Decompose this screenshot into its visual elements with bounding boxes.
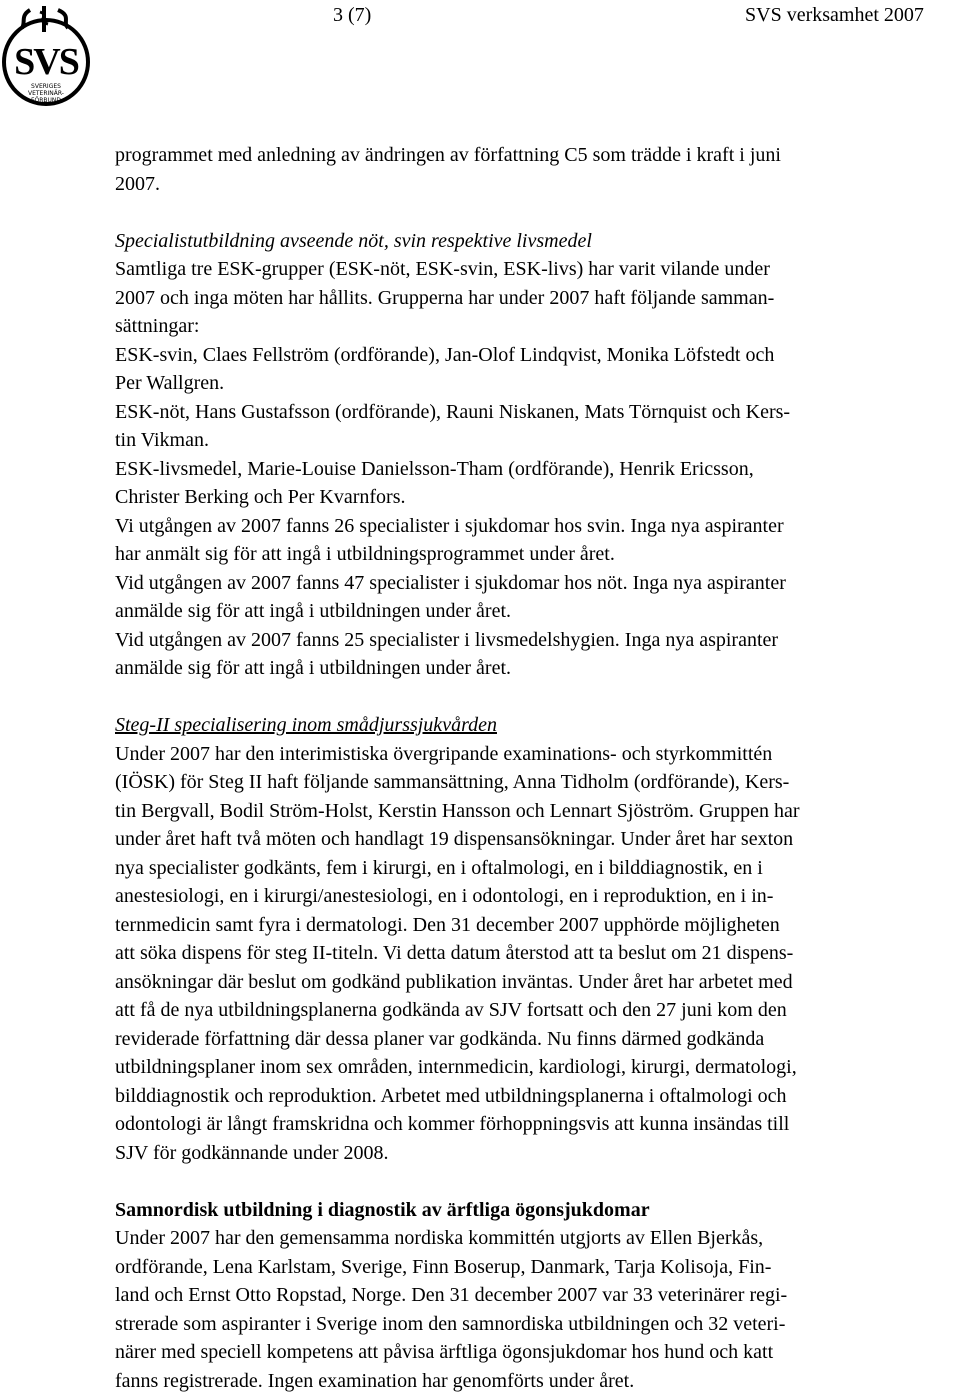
document-title: SVS verksamhet 2007 [745, 2, 924, 28]
svg-text:SVS: SVS [14, 41, 79, 83]
body-line: sättningar: [115, 312, 955, 341]
body-line: utbildningsplaner inom sex områden, internmedicin, kardiologi, kirurgi, dermatologi, [115, 1053, 955, 1082]
body-line: Christer Berking och Per Kvarnfors. [115, 483, 955, 512]
page-number: 3 (7) [333, 2, 371, 28]
body-line: Vid utgången av 2007 fanns 47 specialister i sjukdomar hos nöt. Inga nya aspiranter [115, 569, 955, 598]
paragraph-gap [115, 1167, 955, 1196]
body-line: ESK-nöt, Hans Gustafsson (ordförande), Rauni Niskanen, Mats Törnquist och Kers- [115, 398, 955, 427]
body-line: att söka dispens för steg II-titeln. Vi detta datum återstod att ta beslut om 21 dispens- [115, 939, 955, 968]
paragraph-gap [115, 198, 955, 227]
paragraph-gap [115, 683, 955, 712]
body-line: tin Vikman. [115, 426, 955, 455]
svs-logo [0, 2, 92, 120]
body-line: anmälde sig för att ingå i utbildningen under året. [115, 654, 955, 683]
body-line: Vi utgången av 2007 fanns 26 specialister i sjukdomar hos svin. Inga nya aspiranter [115, 512, 955, 541]
body-line: ansökningar där beslut om godkänd publikation inväntas. Under året har arbetet med [115, 968, 955, 997]
body-line: reviderade författning där dessa planer var godkända. Nu finns därmed godkända [115, 1025, 955, 1054]
document-body [115, 141, 955, 1395]
body-line: ternmedicin samt fyra i dermatologi. Den 31 december 2007 upphörde möjligheten [115, 911, 955, 940]
body-line: odontologi är långt framskridna och kommer förhoppningsvis att kunna insändas till [115, 1110, 955, 1139]
body-line: ordförande, Lena Karlstam, Sverige, Finn Boserup, Danmark, Tarja Kolisoja, Fin- [115, 1253, 955, 1282]
section-heading-esk: Specialistutbildning avseende nöt, svin respektive livsmedel [115, 227, 955, 256]
svg-text:VETERINÄR-: VETERINÄR- [28, 90, 64, 97]
body-line: Samtliga tre ESK-grupper (ESK-nöt, ESK-svin, ESK-livs) har varit vilande under [115, 255, 955, 284]
body-line: programmet med anledning av ändringen av författning C5 som trädde i kraft i juni [115, 141, 955, 170]
svg-text:SVERIGES: SVERIGES [31, 83, 61, 90]
body-line: SJV för godkännande under 2008. [115, 1139, 955, 1168]
body-line: tin Bergvall, Bodil Ström-Holst, Kerstin Hansson och Lennart Sjöström. Gruppen har [115, 797, 955, 826]
body-line: nya specialister godkänts, fem i kirurgi, en i oftalmologi, en i bilddiagnostik, en i [115, 854, 955, 883]
body-line: att få de nya utbildningsplanerna godkända av SJV fortsatt och den 27 juni kom den [115, 996, 955, 1025]
body-line: Under 2007 har den gemensamma nordiska kommittén utgjorts av Ellen Bjerkås, [115, 1224, 955, 1253]
body-line: 2007 och inga möten har hållits. Grupperna har under 2007 haft följande samman- [115, 284, 955, 313]
body-line: har anmält sig för att ingå i utbildningsprogrammet under året. [115, 540, 955, 569]
body-line: anmälde sig för att ingå i utbildningen under året. [115, 597, 955, 626]
body-line: anestesiologi, en i kirurgi/anestesiologi, en i odontologi, en i reproduktion, en i in- [115, 882, 955, 911]
body-line: 2007. [115, 170, 955, 199]
body-line: Per Wallgren. [115, 369, 955, 398]
svg-text:FÖRBUND: FÖRBUND [31, 97, 61, 104]
section-heading-samnordisk: Samnordisk utbildning i diagnostik av ärftliga ögonsjukdomar [115, 1196, 955, 1225]
body-line: Under 2007 har den interimistiska övergripande examinations- och styrkommittén [115, 740, 955, 769]
body-line: Vid utgången av 2007 fanns 25 specialister i livsmedelshygien. Inga nya aspiranter [115, 626, 955, 655]
body-line: ESK-svin, Claes Fellström (ordförande), Jan-Olof Lindqvist, Monika Löfstedt och [115, 341, 955, 370]
body-line: närer med speciell kompetens att påvisa ärftliga ögonsjukdomar hos hund och katt [115, 1338, 955, 1367]
section-heading-steg-ii: Steg-II specialisering inom smådjurssjukvården [115, 711, 955, 740]
body-line: ESK-livsmedel, Marie-Louise Danielsson-Tham (ordförande), Henrik Ericsson, [115, 455, 955, 484]
body-line: (IÖSK) för Steg II haft följande sammansättning, Anna Tidholm (ordförande), Kers- [115, 768, 955, 797]
body-line: land och Ernst Otto Ropstad, Norge. Den 31 december 2007 var 33 veterinärer regi- [115, 1281, 955, 1310]
body-line: under året haft två möten och handlagt 19 dispensansökningar. Under året har sexton [115, 825, 955, 854]
body-line: fanns registrerade. Ingen examination har genomförts under året. [115, 1367, 955, 1395]
body-line: bilddiagnostik och reproduktion. Arbetet med utbildningsplanerna i oftalmologi och [115, 1082, 955, 1111]
body-line: strerade som aspiranter i Sverige inom den samnordiska utbildningen och 32 veteri- [115, 1310, 955, 1339]
